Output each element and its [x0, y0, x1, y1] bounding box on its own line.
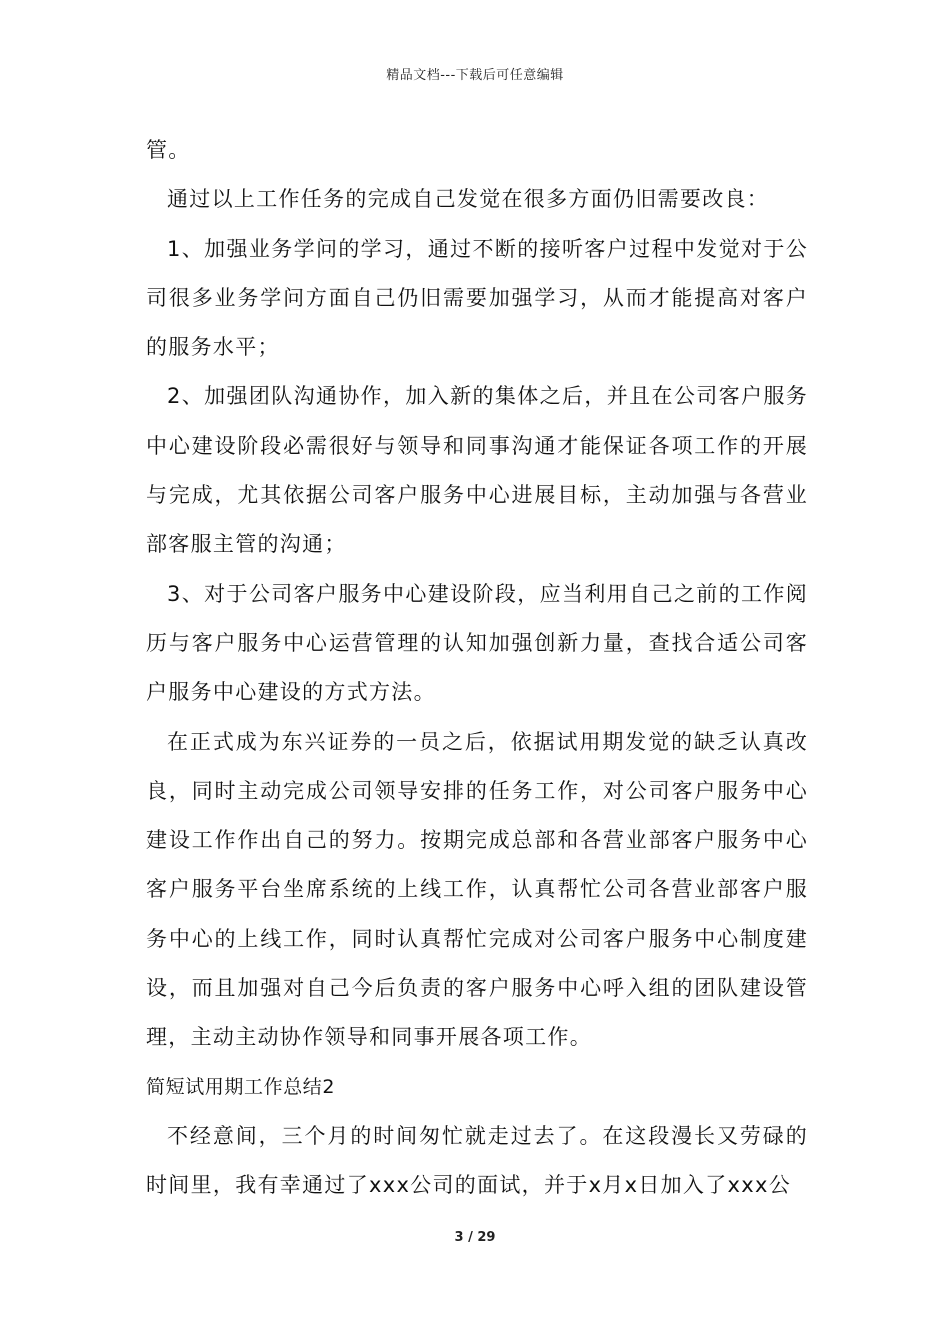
paragraph-summary: 在正式成为东兴证券的一员之后，依据试用期发觉的缺乏认真改良，同时主动完成公司领导安排的任务工作，对公司客户服务中心建设工作作出自己的努力。按期完成总部和各营业部客户服务中心客户服务平台坐席系统的上线工作，认真帮忙公司各营业部客户服务中心的上线工作，同时认真帮忙完成对公司客户服务中心制度建设，而且加强对自己今后负责的客户服务中心呼入组的团队建设管理，主动主动协作领导和同事开展各项工作。 [146, 729, 808, 1050]
paragraph-item-1: 1、加强业务学问的学习，通过不断的接听客户过程中发觉对于公司很多业务学问方面自己仍旧需要加强学习，从而才能提高对客户的服务水平； [146, 236, 808, 360]
paragraph-section-2-intro: 不经意间，三个月的时间匆忙就走过去了。在这段漫长又劳碌的时间里，我有幸通过了xxx公司的面试，并于x月x日加入了xxx公 [146, 1123, 808, 1198]
paragraph-continuation: 管。 [146, 138, 191, 162]
paragraph-item-2: 2、加强团队沟通协作，加入新的集体之后，并且在公司客户服务中心建设阶段必需很好与领导和同事沟通才能保证各项工作的开展与完成，尤其依据公司客户服务中心进展目标，主动加强与各营业部客服主管的沟通； [146, 384, 808, 557]
document-body [146, 126, 808, 1211]
paragraph-intro: 通过以上工作任务的完成自己发觉在很多方面仍旧需要改良： [167, 187, 770, 212]
page-number: 3 / 29 [454, 1230, 496, 1245]
section-heading: 简短试用期工作总结2 [146, 1075, 336, 1098]
page-header-watermark: 精品文档---下载后可任意编辑 [386, 68, 564, 83]
paragraph-item-3: 3、对于公司客户服务中心建设阶段，应当利用自己之前的工作阅历与客户服务中心运营管理的认知加强创新力量，查找合适公司客户服务中心建设的方式方法。 [146, 581, 808, 705]
